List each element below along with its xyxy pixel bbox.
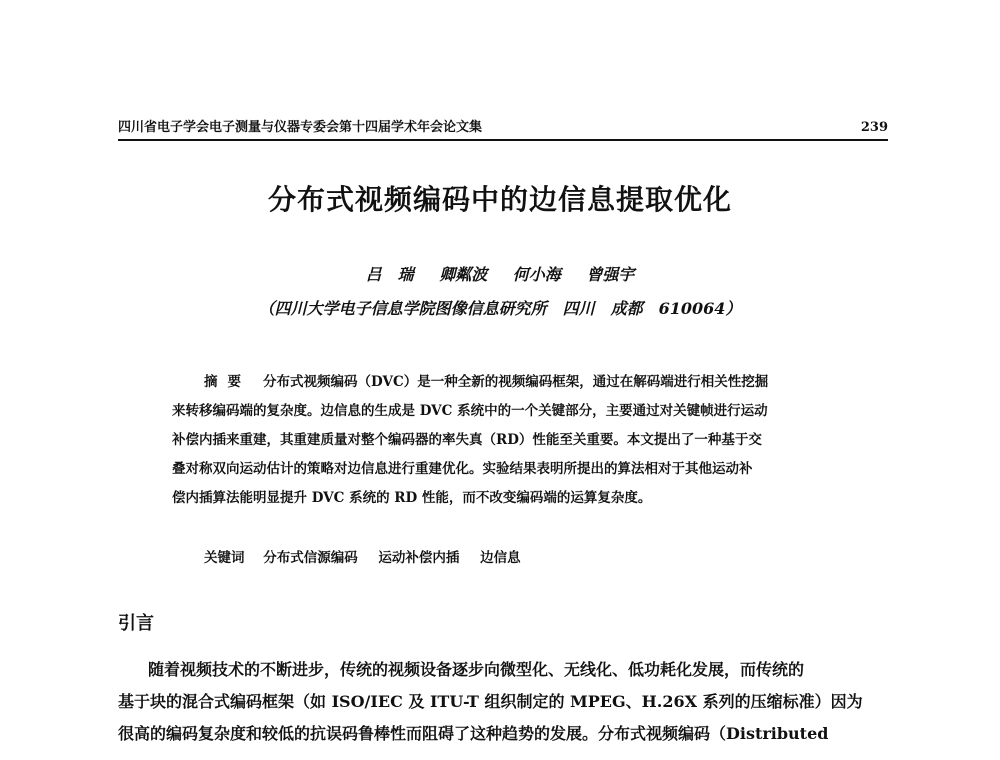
abstract-line: 补偿内插来重建，其重建质量对整个编码器的率失真（RD）性能至关重要。本文提出了一种基于交: [172, 432, 762, 448]
running-header: [118, 116, 888, 141]
section-body: [118, 654, 888, 750]
abstract: [172, 368, 832, 513]
author: 何小海: [512, 265, 561, 284]
keyword: 边信息: [480, 550, 521, 566]
keyword: 运动补偿内插: [378, 550, 460, 566]
keywords-label: 关键词: [204, 550, 245, 566]
author: 曾强宇: [586, 265, 635, 284]
abstract-text: 分布式视频编码（DVC）是一种全新的视频编码框架，通过在解码端进行相关性挖掘: [263, 374, 769, 390]
page-number: 239: [860, 120, 888, 135]
journal-name: 四川省电子学会电子测量与仪器专委会第十四届学术年会论文集: [118, 120, 483, 135]
body-line: 很高的编码复杂度和较低的抗误码鲁棒性而阻碍了这种趋势的发展。分布式视频编码（Distributed: [118, 724, 829, 743]
section-heading: 引言: [118, 613, 154, 634]
body-line: 基于块的混合式编码框架（如 ISO/IEC 及 ITU-T 组织制定的 MPEG、H.26X 系列的压缩标准）因为: [118, 692, 863, 711]
abstract-line: [172, 368, 832, 397]
author-list: [0, 262, 1000, 285]
affiliation: （四川大学电子信息学院图像信息研究所 四川 成都 610064）: [258, 299, 742, 318]
paper-title: 分布式视频编码中的边信息提取优化: [267, 183, 732, 216]
keyword: 分布式信源编码: [263, 550, 358, 566]
abstract-line: 来转移编码端的复杂度。边信息的生成是 DVC 系统中的一个关键部分，主要通过对关键帧进行运动: [172, 403, 768, 419]
author: 吕 瑞: [365, 265, 414, 284]
abstract-label: 摘要: [204, 374, 251, 390]
abstract-line: 叠对称双向运动估计的策略对边信息进行重建优化。实验结果表明所提出的算法相对于其他运动补: [172, 461, 753, 477]
keywords: [204, 546, 537, 566]
body-line: 随着视频技术的不断进步，传统的视频设备逐步向微型化、无线化、低功耗化发展，而传统的: [148, 660, 805, 679]
abstract-line: 偿内插算法能明显提升 DVC 系统的 RD 性能，而不改变编码端的运算复杂度。: [172, 490, 652, 506]
author: 卿粼波: [439, 265, 488, 284]
